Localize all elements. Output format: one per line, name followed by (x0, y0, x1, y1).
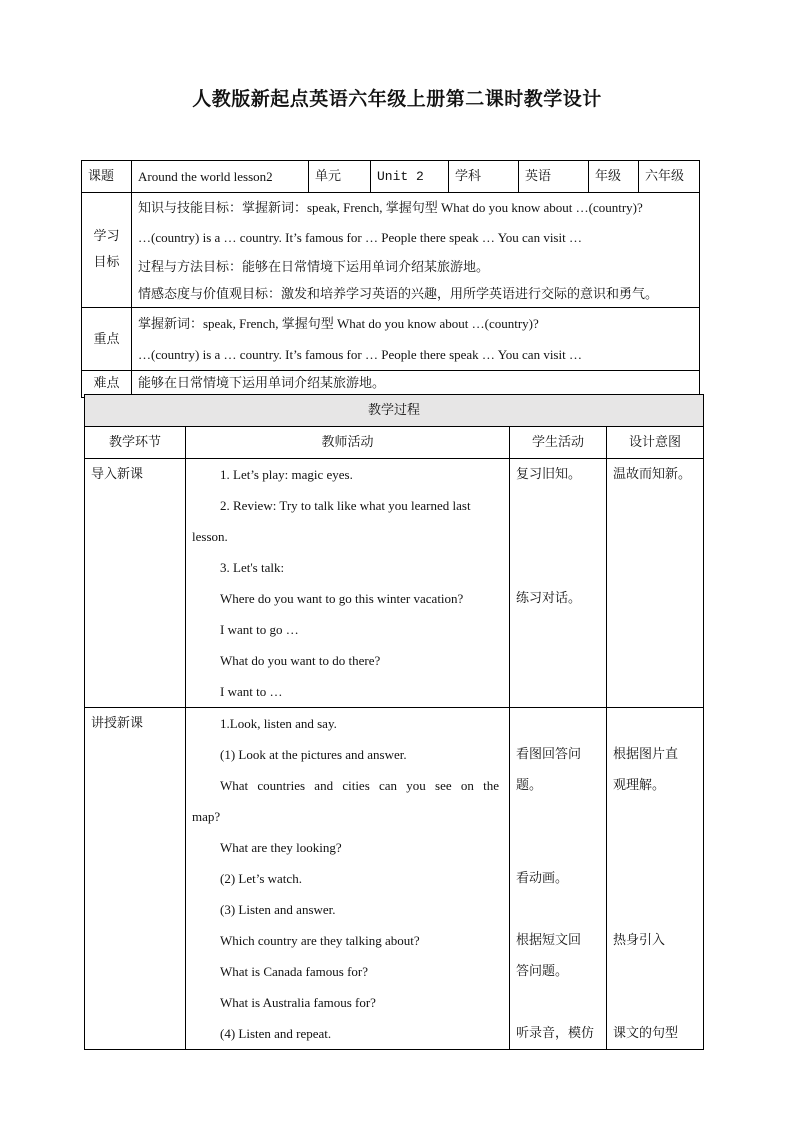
column-teacher: 教师活动 (186, 427, 510, 459)
table-row (85, 708, 704, 1050)
column-student: 学生活动 (510, 427, 607, 459)
unit-value: Unit 2 (371, 161, 449, 193)
goal-knowledge-pattern: …(country) is a … country. It’s famous for … People there speak … You can visit … (138, 230, 582, 245)
goals-content (132, 193, 700, 308)
column-intent: 设计意图 (607, 427, 704, 459)
key-point-2: …(country) is a … country. It’s famous for … People there speak … You can visit … (138, 347, 582, 362)
stage-cell: 讲授新课 (85, 708, 186, 1050)
teacher-activity-cell: 1. Let’s play: magic eyes. 2. Review: Try to talk like what you learned last lesson. 3. Let's talk: Where do you want to go this winter vacation? I want to go … What do you want to do there? I want to … (186, 459, 510, 708)
process-table (84, 394, 704, 1050)
intent-cell: 温故而知新。 (607, 459, 704, 708)
key-point-1: 掌握新词：speak, French, 掌握句型 What do you know about …(country)? (138, 316, 539, 331)
topic-label: 课题 (82, 161, 132, 193)
table-row (85, 459, 704, 708)
student-activity-cell: 复习旧知。 练习对话。 (510, 459, 607, 708)
key-content (132, 308, 700, 371)
key-label: 重点 (82, 308, 132, 371)
column-stage: 教学环节 (85, 427, 186, 459)
document-title: 人教版新起点英语六年级上册第二课时教学设计 (192, 88, 602, 110)
grade-value: 六年级 (639, 161, 700, 193)
goal-knowledge: 知识与技能目标：掌握新词：speak, French, 掌握句型 What do you know about …(country)? (138, 200, 643, 215)
unit-label: 单元 (309, 161, 371, 193)
goal-process: 过程与方法目标：能够在日常情境下运用单词介绍某旅游地。 (138, 260, 490, 275)
subject-value: 英语 (519, 161, 589, 193)
grade-label: 年级 (589, 161, 639, 193)
student-activity-cell: 看图回答问 题。 看动画。 根据短文回 答问题。 听录音，模仿 (510, 708, 607, 1050)
intent-cell: 根据图片直 观理解。 热身引入 课文的句型 (607, 708, 704, 1050)
topic-value: Around the world lesson2 (132, 161, 309, 193)
teacher-activity-cell: 1.Look, listen and say. (1) Look at the pictures and answer. What countries and cities can you see on the map? What are they looking? (2) Let’s watch. (3) Listen and answer. Which country are they talking about? What is Canada famous for? What is Australia famous for? (4) Listen and repeat. (186, 708, 510, 1050)
process-header: 教学过程 (85, 395, 704, 427)
subject-label: 学科 (449, 161, 519, 193)
goal-attitude: 情感态度与价值观目标：激发和培养学习英语的兴趣，用所学英语进行交际的意识和勇气。 (138, 287, 659, 302)
stage-cell: 导入新课 (85, 459, 186, 708)
goals-label: 学习 目标 (82, 193, 132, 308)
difficulty-label: 难点 (82, 371, 132, 398)
info-table (81, 160, 700, 398)
difficulty-content: 能够在日常情境下运用单词介绍某旅游地。 (132, 371, 700, 398)
